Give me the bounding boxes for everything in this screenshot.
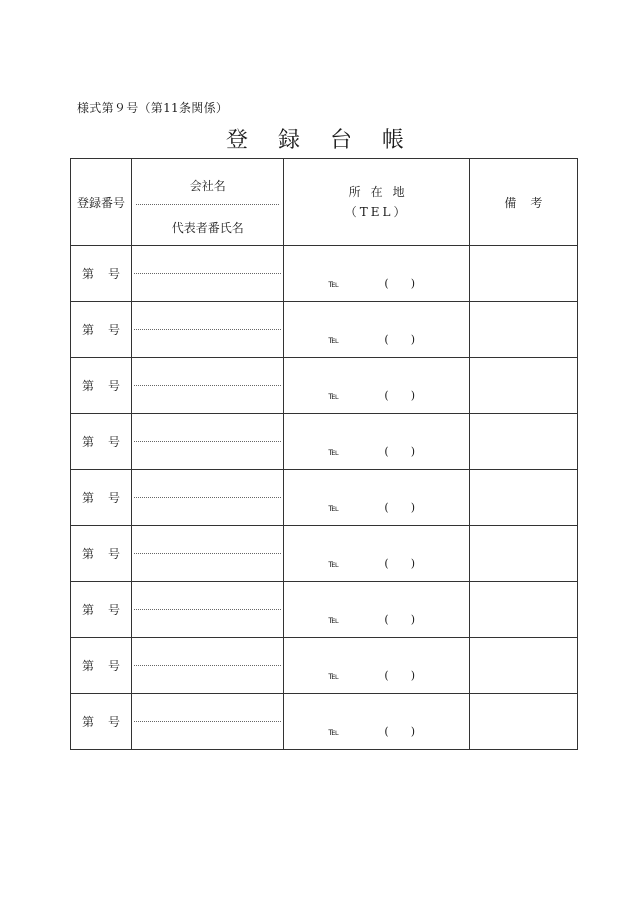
paren-open: ( bbox=[384, 445, 389, 458]
number-prefix: 第 bbox=[82, 547, 95, 561]
number-suffix: 号 bbox=[108, 323, 121, 337]
tel-parentheses bbox=[384, 557, 415, 570]
number-suffix: 号 bbox=[108, 267, 121, 281]
number-suffix: 号 bbox=[108, 715, 121, 729]
remarks-cell[interactable] bbox=[469, 246, 577, 302]
dotted-divider bbox=[134, 553, 281, 554]
number-prefix: 第 bbox=[82, 379, 95, 393]
table-row bbox=[71, 526, 578, 582]
tel-parentheses bbox=[384, 389, 415, 402]
register-table bbox=[70, 158, 578, 750]
remarks-cell[interactable] bbox=[469, 302, 577, 358]
paren-close: ) bbox=[410, 389, 415, 402]
header-company bbox=[132, 159, 284, 246]
table-row bbox=[71, 470, 578, 526]
registration-number-cell[interactable] bbox=[71, 414, 132, 470]
remarks-cell[interactable] bbox=[469, 582, 577, 638]
number-prefix: 第 bbox=[82, 267, 95, 281]
number-suffix: 号 bbox=[108, 603, 121, 617]
number-suffix: 号 bbox=[108, 547, 121, 561]
page-title: 登録台帳 bbox=[225, 128, 434, 153]
header-address-label: 所在地 bbox=[348, 185, 415, 199]
company-representative-cell[interactable] bbox=[132, 246, 284, 302]
registration-number-cell[interactable] bbox=[71, 638, 132, 694]
paren-open: ( bbox=[384, 501, 389, 514]
tel-parentheses bbox=[384, 333, 415, 346]
dotted-divider bbox=[134, 329, 281, 330]
number-suffix: 号 bbox=[108, 491, 121, 505]
tel-mark: ℡ bbox=[328, 335, 340, 346]
paren-open: ( bbox=[384, 613, 389, 626]
tel-mark: ℡ bbox=[328, 279, 340, 290]
address-tel-cell[interactable] bbox=[284, 246, 469, 302]
tel-parentheses bbox=[384, 669, 415, 682]
header-remarks: 備考 bbox=[469, 159, 577, 246]
tel-parentheses bbox=[384, 445, 415, 458]
dotted-divider bbox=[134, 609, 281, 610]
tel-parentheses bbox=[384, 277, 415, 290]
tel-mark: ℡ bbox=[328, 559, 340, 570]
tel-mark: ℡ bbox=[328, 671, 340, 682]
number-prefix: 第 bbox=[82, 323, 95, 337]
remarks-cell[interactable] bbox=[469, 638, 577, 694]
table-row bbox=[71, 246, 578, 302]
dotted-divider bbox=[134, 721, 281, 722]
table-row bbox=[71, 694, 578, 750]
dotted-divider bbox=[134, 273, 281, 274]
registration-number-cell[interactable] bbox=[71, 358, 132, 414]
number-prefix: 第 bbox=[82, 715, 95, 729]
tel-mark: ℡ bbox=[328, 503, 340, 514]
tel-mark: ℡ bbox=[328, 447, 340, 458]
dotted-divider bbox=[134, 441, 281, 442]
paren-close: ) bbox=[410, 669, 415, 682]
company-representative-cell[interactable] bbox=[132, 414, 284, 470]
registration-number-cell[interactable] bbox=[71, 302, 132, 358]
table-row bbox=[71, 582, 578, 638]
paren-open: ( bbox=[384, 389, 389, 402]
tel-parentheses bbox=[384, 725, 415, 738]
paren-open: ( bbox=[384, 277, 389, 290]
address-tel-cell[interactable] bbox=[284, 470, 469, 526]
company-representative-cell[interactable] bbox=[132, 638, 284, 694]
header-representative-name: 代表者番氏名 bbox=[171, 221, 244, 235]
form-code: 様式第９号（第11条関係） bbox=[77, 101, 229, 115]
remarks-cell[interactable] bbox=[469, 526, 577, 582]
header-row bbox=[71, 159, 578, 246]
paren-open: ( bbox=[384, 669, 389, 682]
number-prefix: 第 bbox=[82, 435, 95, 449]
registration-number-cell[interactable] bbox=[71, 582, 132, 638]
remarks-cell[interactable] bbox=[469, 358, 577, 414]
paren-close: ) bbox=[410, 557, 415, 570]
address-tel-cell[interactable] bbox=[284, 694, 469, 750]
dotted-divider bbox=[134, 497, 281, 498]
header-divider-dotted bbox=[136, 204, 279, 205]
number-suffix: 号 bbox=[108, 659, 121, 673]
address-tel-cell[interactable] bbox=[284, 302, 469, 358]
tel-mark: ℡ bbox=[328, 727, 340, 738]
remarks-cell[interactable] bbox=[469, 694, 577, 750]
paren-open: ( bbox=[384, 333, 389, 346]
paren-close: ) bbox=[410, 501, 415, 514]
paren-close: ) bbox=[410, 725, 415, 738]
address-tel-cell[interactable] bbox=[284, 358, 469, 414]
header-address bbox=[284, 159, 469, 246]
tel-mark: ℡ bbox=[328, 615, 340, 626]
address-tel-cell[interactable] bbox=[284, 638, 469, 694]
number-prefix: 第 bbox=[82, 659, 95, 673]
table-row bbox=[71, 302, 578, 358]
company-representative-cell[interactable] bbox=[132, 582, 284, 638]
registration-number-cell[interactable] bbox=[71, 246, 132, 302]
registration-number-cell[interactable] bbox=[71, 694, 132, 750]
company-representative-cell[interactable] bbox=[132, 470, 284, 526]
header-registration-number: 登録番号 bbox=[71, 159, 132, 246]
company-representative-cell[interactable] bbox=[132, 302, 284, 358]
tel-parentheses bbox=[384, 501, 415, 514]
paren-close: ) bbox=[410, 613, 415, 626]
paren-close: ) bbox=[410, 333, 415, 346]
registration-number-cell[interactable] bbox=[71, 526, 132, 582]
number-prefix: 第 bbox=[82, 491, 95, 505]
header-company-name: 会社名 bbox=[189, 179, 226, 193]
table-row bbox=[71, 638, 578, 694]
company-representative-cell[interactable] bbox=[132, 358, 284, 414]
company-representative-cell[interactable] bbox=[132, 526, 284, 582]
paren-open: ( bbox=[384, 725, 389, 738]
tel-parentheses bbox=[384, 613, 415, 626]
paren-close: ) bbox=[410, 445, 415, 458]
company-representative-cell[interactable] bbox=[132, 694, 284, 750]
paren-open: ( bbox=[384, 557, 389, 570]
address-tel-cell[interactable] bbox=[284, 526, 469, 582]
number-suffix: 号 bbox=[108, 379, 121, 393]
paren-close: ) bbox=[410, 277, 415, 290]
remarks-cell[interactable] bbox=[469, 414, 577, 470]
registration-number-cell[interactable] bbox=[71, 470, 132, 526]
header-tel-label: （TEL） bbox=[344, 205, 409, 219]
tel-mark: ℡ bbox=[328, 391, 340, 402]
address-tel-cell[interactable] bbox=[284, 414, 469, 470]
table-row bbox=[71, 414, 578, 470]
remarks-cell[interactable] bbox=[469, 470, 577, 526]
address-tel-cell[interactable] bbox=[284, 582, 469, 638]
dotted-divider bbox=[134, 385, 281, 386]
dotted-divider bbox=[134, 665, 281, 666]
table-row bbox=[71, 358, 578, 414]
number-prefix: 第 bbox=[82, 603, 95, 617]
number-suffix: 号 bbox=[108, 435, 121, 449]
